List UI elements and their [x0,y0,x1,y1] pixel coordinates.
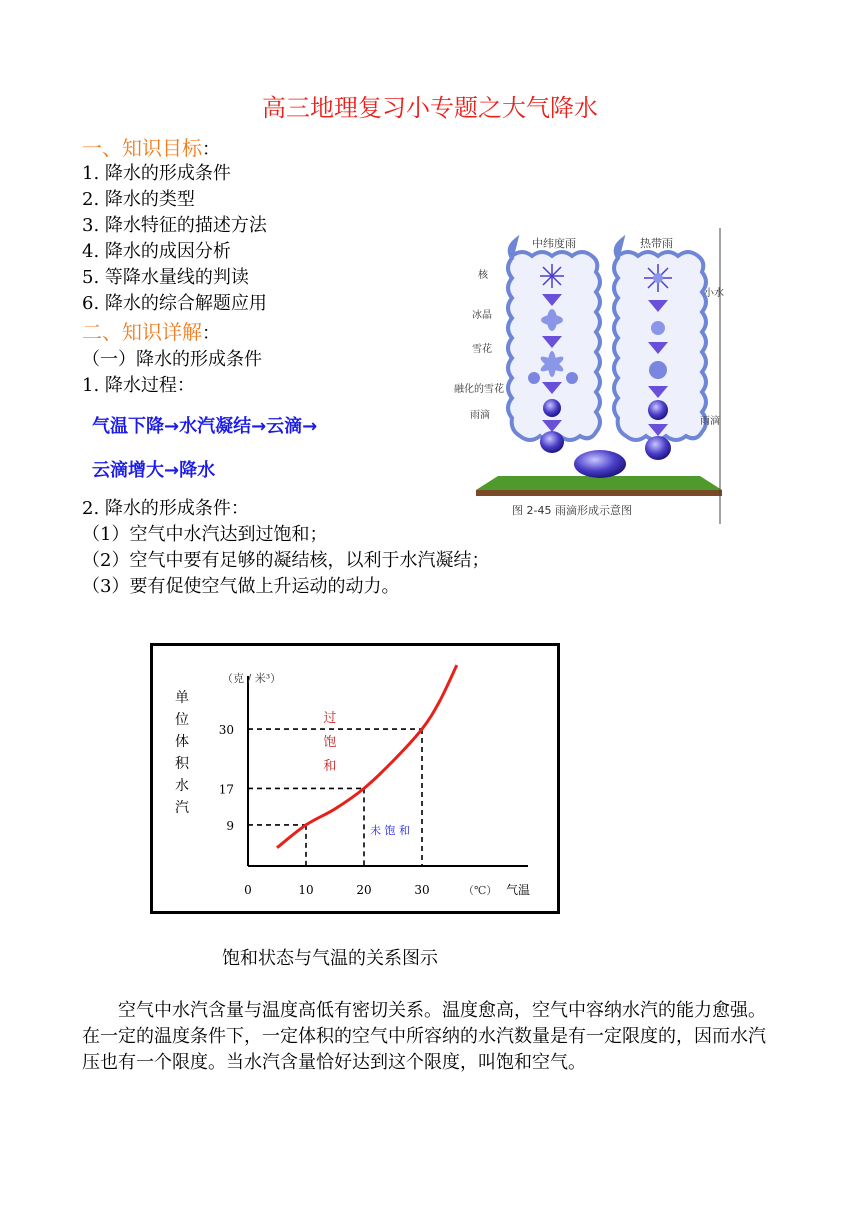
x-tick-label: 0 [244,883,252,897]
goal-item: 4. 降水的成因分析 [82,241,231,262]
right-stage-raindrop [645,436,671,460]
right-stage-droplet [649,361,667,379]
diagram-label: 融化的雪花 [454,384,504,395]
section-heading-details [82,316,220,345]
x-axis-label: 气温 [506,883,531,897]
goal-item: 1. 降水的形成条件 [82,163,231,184]
y-axis-label-char: 水 [175,778,189,794]
goal-item: 2. 降水的类型 [82,189,195,210]
left-stage-nuclei [540,264,564,288]
diagram-caption: 图 2-45 雨滴形成示意图 [512,504,632,517]
condition-item: （2）空气中要有足够的凝结核，以利于水汽凝结； [82,550,490,571]
document-title: 高三地理复习小专题之大气降水 [262,94,598,122]
y-unit-label: （克 / 米³） [222,672,282,685]
x-unit-label: （℃） [463,884,498,897]
condition-item: （3）要有促使空气做上升运动的动力。 [82,576,400,597]
process-line-1: 气温下降→水汽凝结→云滴→ [92,416,318,437]
section-heading-goals [82,132,220,161]
right-stage-droplet [651,321,665,335]
diagram-label: 雨滴 [470,410,490,421]
x-tick-label: 20 [356,883,372,897]
saturation-chart [150,643,560,914]
left-stage-raindrop [540,431,564,453]
saturation-curve [277,665,457,848]
raindrop-formation-diagram [450,228,734,524]
ground-grass [476,476,722,490]
heading-colon: ： [202,323,220,344]
y-axis-label-char: 积 [175,756,189,772]
diagram-column-title: 中纬度雨 [532,237,576,250]
body-paragraph: 空气中水汽含量与温度高低有密切关系。温度愈高，空气中容纳水汽的能力愈强。在一定的温度条件下，一定体积的空气中所容纳的水汽数量是有一定限度的，因而水汽压也有一个限度。当水汽含量恰好达到这个限度，叫饱和空气。 [82,1000,766,1073]
goal-item: 6. 降水的综合解题应用 [82,293,267,314]
condition-item: （1）空气中水汽达到过饱和； [82,524,328,545]
section-heading-details-text: 二、知识详解 [82,320,202,344]
chart-caption: 饱和状态与气温的关系图示 [222,948,438,969]
oversaturated-label-char: 过 [323,711,337,726]
diagram-label: 雨滴 [700,416,720,427]
right-stage-droplet [653,273,663,283]
unsaturated-label: 未 饱 和 [370,824,410,838]
y-axis-label-char: 体 [175,734,189,750]
oversaturated-label-char: 饱 [323,735,337,750]
y-axis-label-char: 汽 [175,800,189,816]
goal-item: 5. 等降水量线的判读 [82,267,249,288]
ground-soil [476,490,722,496]
oversaturated-label-char: 和 [323,759,337,774]
y-tick-label: 30 [218,723,234,738]
y-axis-label-char: 单 [175,690,189,706]
y-axis-label-char: 位 [175,712,189,728]
diagram-label: 雪花 [472,344,492,355]
section-heading-goals-text: 一、知识目标 [82,136,202,160]
diagram-label: 核 [478,270,488,281]
subsection-title: （一）降水的形成条件 [82,349,262,370]
saturation-chart-svg [153,646,557,911]
raindrop-diagram-graphic [450,228,734,524]
goal-item: 3. 降水特征的描述方法 [82,215,267,236]
y-tick-label: 9 [226,818,234,833]
diagram-label: 冰晶 [472,310,492,321]
diagram-label: 小水 [704,288,724,299]
x-tick-label: 30 [414,883,430,897]
item-title: 1. 降水过程： [82,375,195,396]
x-tick-label: 10 [298,883,314,897]
left-stage-drop [543,399,561,417]
right-stage-drop [648,400,668,420]
item-title: 2. 降水的形成条件： [82,498,249,519]
ground-raindrop [574,450,626,478]
heading-colon: ： [202,139,220,160]
y-tick-label: 17 [218,782,234,797]
process-line-2: 云滴增大→降水 [92,460,216,481]
diagram-column-title: 热带雨 [640,237,673,250]
